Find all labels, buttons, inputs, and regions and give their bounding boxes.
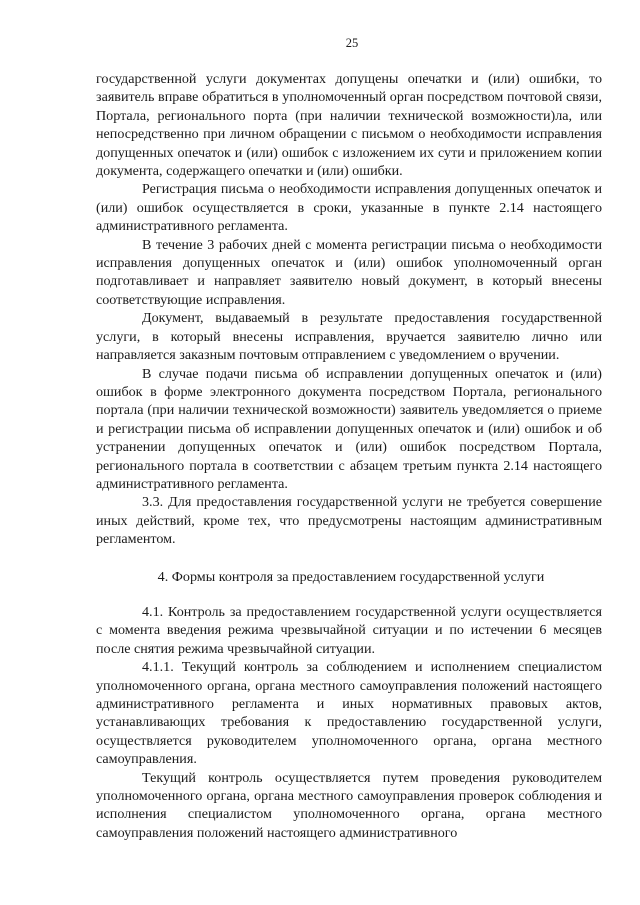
paragraph-registration: Регистрация письма о необходимости исправления допущенных опечаток и (или) ошибок осуществляется в сроки, указанные в пункте 2.14 настоящего административного регламента. xyxy=(96,181,602,235)
paragraph-4-1: 4.1. Контроль за предоставлением государственной услуги осуществляется с момента введения режима чрезвычайной ситуации и по истечении 6 месяцев после снятия режима чрезвычайной ситуации. xyxy=(96,603,602,657)
paragraph-3-3: 3.3. Для предоставления государственной услуги не требуется совершение иных действий, кроме тех, что предусмотрены настоящим административным регламентом. xyxy=(96,494,602,548)
paragraph-continuation: государственной услуги документах допущены опечатки и (или) ошибки, то заявитель вправе обратиться в уполномоченный орган посредством почтовой связи, Портала, регионального порта (при наличии технической возможности)ла, или непосредственно при личном обращении с письмом о необходимости исправления допущенных опечаток и (или) ошибок с изложением их сути и приложением копии документа, содержащего опечатки и (или) ошибки. xyxy=(96,71,602,180)
paragraph-4-1-1: 4.1.1. Текущий контроль за соблюдением и исполнением специалистом уполномоченного органа, органа местного самоуправления положений настоящего административного регламента и иных нормативных правовых актов, устанавливающих требования к предоставлению государственной услуги, осуществляется руководителем уполномоченного органа, органа местного самоуправления. xyxy=(96,659,602,768)
paragraph-electronic-submission: В случае подачи письма об исправлении допущенных опечаток и (или) ошибок в форме электронного документа посредством Портала, регионального портала (при наличии технической возможности) заявитель уведомляется о приеме и регистрации письма об исправлении допущенных опечаток и (или) ошибок и об устранении допущенных опечаток и (или) ошибок посредством Портала, регионального портала в соответствии с абзацем третьим пункта 2.14 настоящего административного регламента. xyxy=(96,365,602,492)
paragraph-three-days: В течение 3 рабочих дней с момента регистрации письма о необходимости исправления допущенных опечаток и (или) ошибок уполномоченный орган подготавливает и направляет заявителю новый документ, в который внесены соответствующие исправления. xyxy=(96,236,602,308)
page-number: 25 xyxy=(345,36,359,50)
section-heading: 4. Формы контроля за предоставлением государственной услуги xyxy=(157,568,545,585)
paragraph-document-issued: Документ, выдаваемый в результате предоставления государственной услуги, в который внесены исправления, вручается заявителю лично или направляется заказным почтовым отправлением с уведомлением о вручении. xyxy=(96,310,602,364)
paragraph-current-control: Текущий контроль осуществляется путем проведения руководителем уполномоченного органа, органа местного самоуправления проверок соблюдения и исполнения специалистом уполномоченного органа, органа местного самоуправления положений настоящего административного xyxy=(96,769,602,841)
document-body xyxy=(96,70,602,842)
